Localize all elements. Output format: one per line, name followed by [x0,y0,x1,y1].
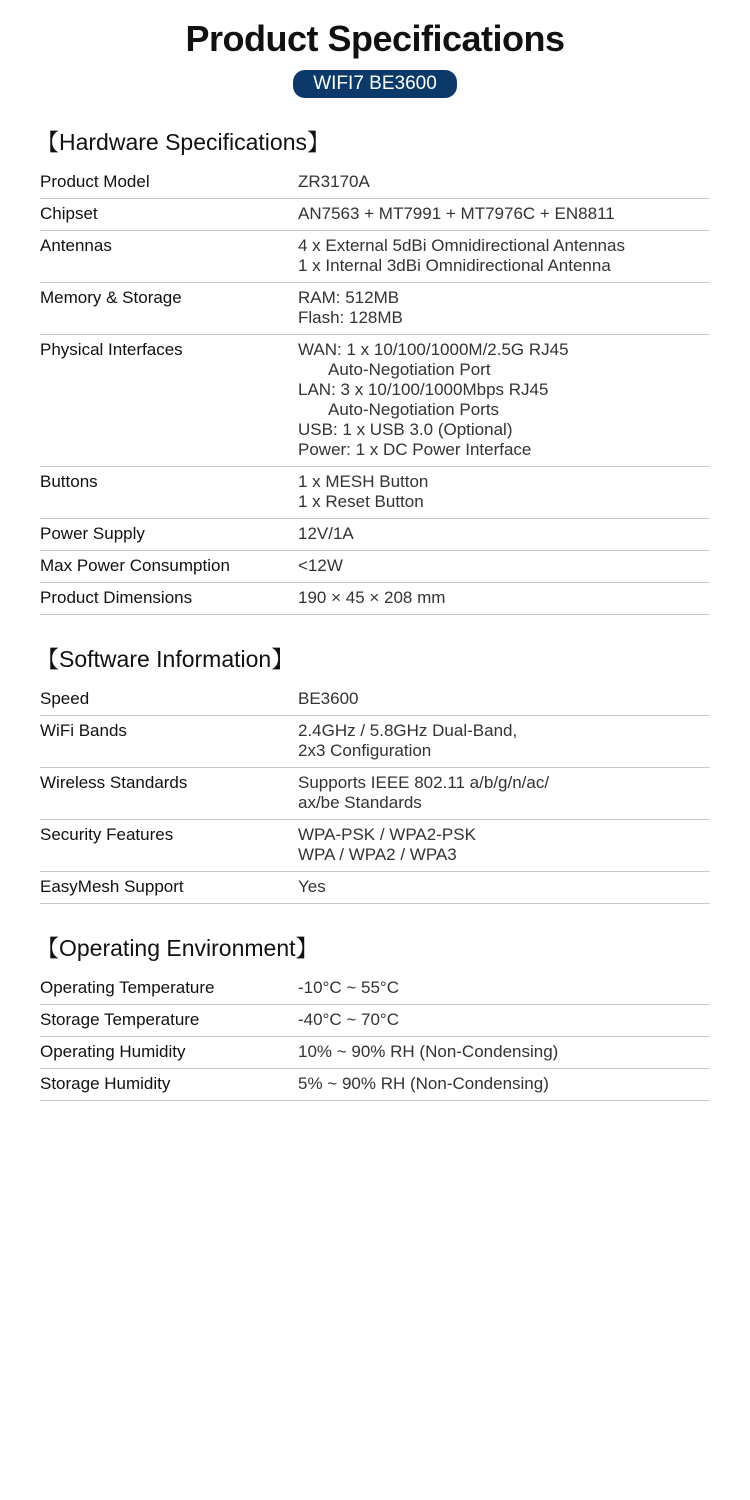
spec-value-line: 10% ~ 90% RH (Non-Condensing) [298,1042,559,1061]
spec-value-line: 12V/1A [298,524,354,543]
spec-value [298,768,710,820]
spec-row [40,231,710,283]
spec-value-line: WAN: 1 x 10/100/1000M/2.5G RJ45 [298,340,569,359]
spec-value-line: -10°C ~ 55°C [298,978,400,997]
spec-value-line: ZR3170A [298,172,370,191]
spec-value [298,199,710,231]
spec-label: Security Features [40,820,298,872]
spec-row [40,551,710,583]
spec-value [298,716,710,768]
hardware-table [40,167,710,615]
spec-value-line: 4 x External 5dBi Omnidirectional Antennas [298,236,625,255]
spec-row [40,519,710,551]
spec-value-line: 2x3 Configuration [298,741,432,760]
spec-label: Memory & Storage [40,283,298,335]
spec-label: Operating Humidity [40,1037,298,1069]
spec-value [298,1037,710,1069]
spec-value [298,335,710,467]
spec-value-line: 5% ~ 90% RH (Non-Condensing) [298,1074,549,1093]
spec-row [40,684,710,716]
spec-row [40,1069,710,1101]
spec-row [40,872,710,904]
spec-row [40,1005,710,1037]
spec-value-line: <12W [298,556,343,575]
environment-section [36,930,710,1101]
spec-value-line: -40°C ~ 70°C [298,1010,400,1029]
spec-value [298,231,710,283]
spec-label: Antennas [40,231,298,283]
spec-label: Product Dimensions [40,583,298,615]
spec-value [298,684,710,716]
spec-label: Chipset [40,199,298,231]
spec-value-line: 2.4GHz / 5.8GHz Dual-Band, [298,721,518,740]
spec-label: Storage Temperature [40,1005,298,1037]
spec-value [298,1005,710,1037]
spec-value-line: 1 x Internal 3dBi Omnidirectional Antenna [298,256,611,275]
section-heading: 【Software Information】 [36,646,295,672]
spec-value [298,519,710,551]
spec-row [40,467,710,519]
spec-value-line: 1 x MESH Button [298,472,429,491]
spec-value-line: Supports IEEE 802.11 a/b/g/n/ac/ [298,773,550,792]
spec-label: EasyMesh Support [40,872,298,904]
spec-value [298,872,710,904]
spec-row [40,768,710,820]
spec-label: Buttons [40,467,298,519]
spec-row [40,167,710,199]
spec-value-line: AN7563 + MT7991 + MT7976C + EN8811 [298,204,615,223]
spec-row [40,973,710,1005]
spec-value-line: Auto-Negotiation Port [328,360,491,379]
spec-value [298,283,710,335]
spec-value-line: Power: 1 x DC Power Interface [298,440,532,459]
software-section [36,641,710,904]
section-heading: 【Operating Environment】 [36,935,319,961]
spec-label: Speed [40,684,298,716]
spec-value-line: BE3600 [298,689,359,708]
spec-value [298,973,710,1005]
spec-label: Power Supply [40,519,298,551]
spec-value-line: USB: 1 x USB 3.0 (Optional) [298,420,513,439]
spec-value-line: Flash: 128MB [298,308,403,327]
spec-value-line: LAN: 3 x 10/100/1000Mbps RJ45 [298,380,549,399]
spec-label: Physical Interfaces [40,335,298,467]
spec-value [298,1069,710,1101]
spec-value-line: Yes [298,877,326,896]
spec-row [40,335,710,467]
spec-value-line: ax/be Standards [298,793,422,812]
spec-row [40,583,710,615]
spec-value-line: RAM: 512MB [298,288,400,307]
spec-value-line: 1 x Reset Button [298,492,424,511]
software-table [40,684,710,904]
spec-value-line: 190 × 45 × 208 mm [298,588,446,607]
spec-label: Storage Humidity [40,1069,298,1101]
spec-label: Operating Temperature [40,973,298,1005]
hardware-section [36,124,710,615]
spec-value [298,467,710,519]
spec-value-line: WPA-PSK / WPA2-PSK [298,825,476,844]
spec-label: Max Power Consumption [40,551,298,583]
spec-label: WiFi Bands [40,716,298,768]
spec-value [298,583,710,615]
spec-value [298,820,710,872]
spec-row [40,820,710,872]
spec-row [40,716,710,768]
model-badge: WIFI7 BE3600 [293,70,457,98]
page-title: Product Specifications [185,18,565,59]
spec-label: Product Model [40,167,298,199]
environment-table [40,973,710,1101]
spec-value-line: Auto-Negotiation Ports [328,400,500,419]
section-heading: 【Hardware Specifications】 [36,129,331,155]
spec-row [40,199,710,231]
spec-value [298,167,710,199]
spec-label: Wireless Standards [40,768,298,820]
spec-row [40,1037,710,1069]
spec-value-line: WPA / WPA2 / WPA3 [298,845,457,864]
spec-row [40,283,710,335]
spec-value [298,551,710,583]
